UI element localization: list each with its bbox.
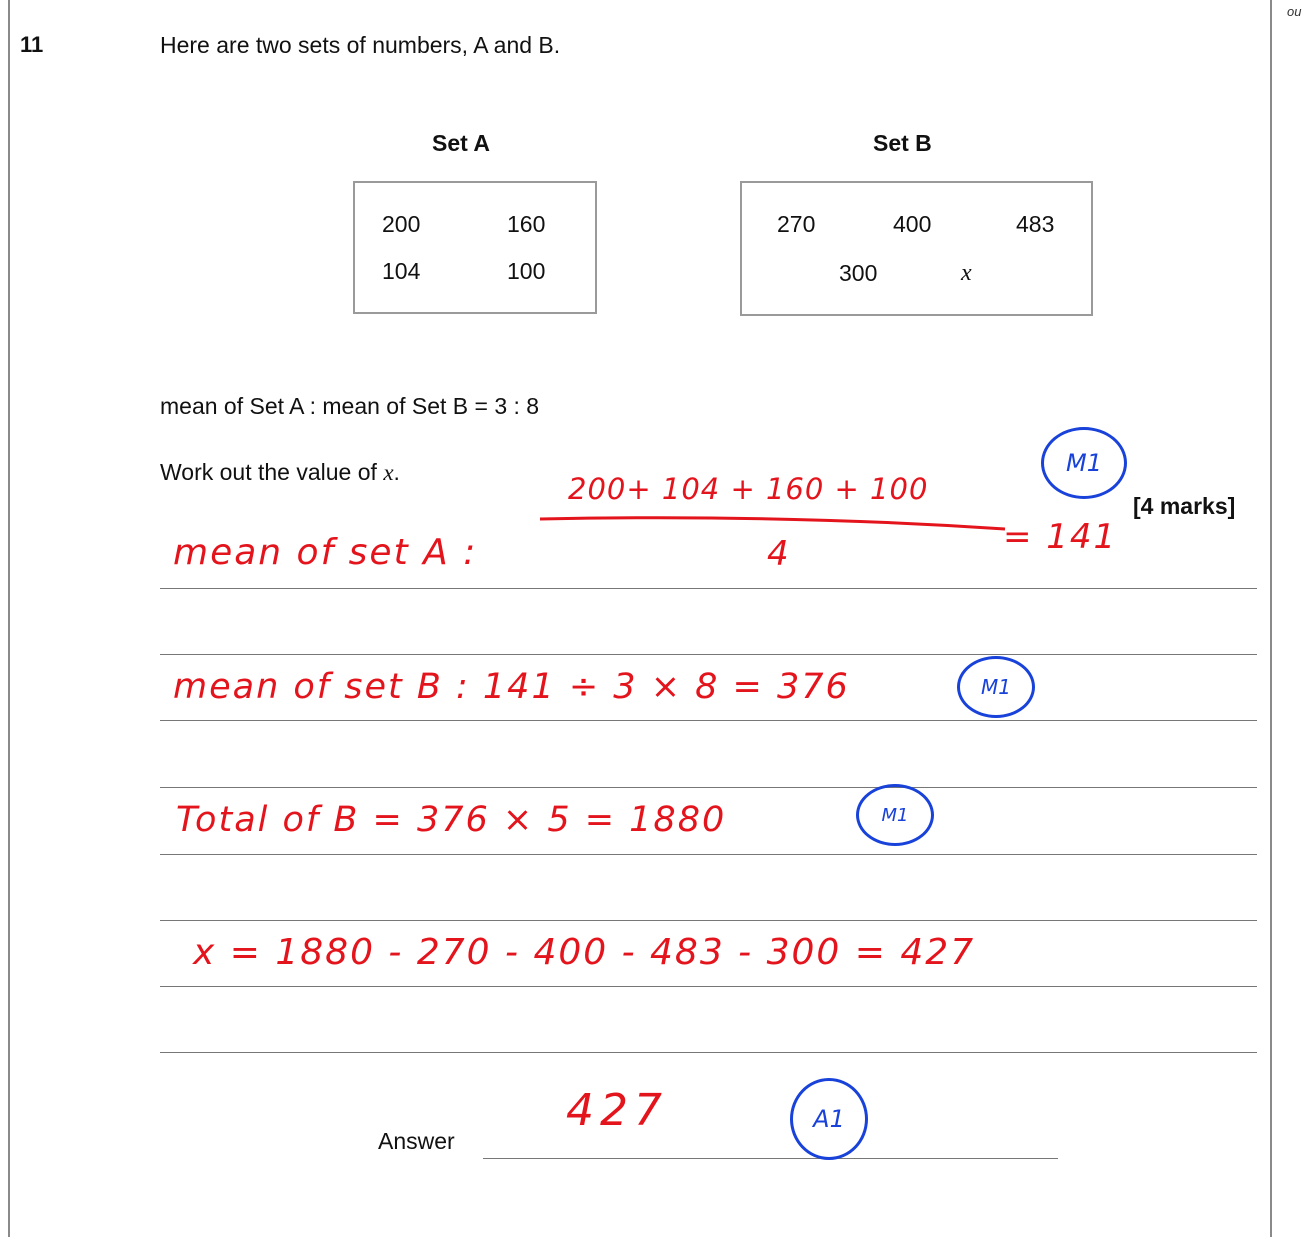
set-a-value: 100 (507, 258, 546, 284)
mark-badge-m1: M1 (957, 656, 1035, 718)
mark-badge-m1: M1 (856, 784, 934, 846)
handwritten-x-calculation: x = 1880 - 270 - 400 - 483 - 300 = 427 (193, 932, 976, 973)
set-b-unknown: x (961, 260, 972, 286)
set-b-value: 400 (893, 211, 932, 237)
mark-badge-a1: A1 (790, 1078, 868, 1160)
handwritten-mean-a-result: = 141 (1003, 517, 1118, 557)
set-b-value: 270 (777, 211, 816, 237)
set-b-value: 483 (1016, 211, 1055, 237)
handwritten-answer: 427 (566, 1085, 668, 1136)
instruction-variable: x (383, 460, 394, 485)
set-a-value: 200 (382, 211, 421, 237)
handwritten-mean-b: mean of set B : 141 ÷ 3 × 8 = 376 (173, 667, 850, 707)
ratio-statement: mean of Set A : mean of Set B = 3 : 8 (160, 393, 540, 419)
question-number: 11 (20, 32, 44, 57)
set-b-title: Set B (873, 130, 932, 156)
handwritten-numerator: 200+ 104 + 160 + 100 (568, 472, 929, 506)
handwritten-denominator: 4 (767, 534, 791, 574)
set-a-value: 160 (507, 211, 546, 237)
handwritten-mean-a-label: mean of set A : (173, 532, 478, 573)
set-a-title: Set A (432, 130, 490, 156)
mark-badge-m1: M1 (1041, 427, 1127, 499)
answer-label: Answer (378, 1128, 455, 1154)
handwritten-total-b: Total of B = 376 × 5 = 1880 (176, 800, 727, 840)
question-intro: Here are two sets of numbers, A and B. (160, 32, 561, 58)
margin-label: ou (1287, 4, 1302, 19)
instruction: Work out the value of x. (160, 459, 400, 485)
marks-label: [4 marks] (1133, 493, 1236, 519)
set-a-value: 104 (382, 258, 421, 284)
set-b-value: 300 (839, 260, 878, 286)
